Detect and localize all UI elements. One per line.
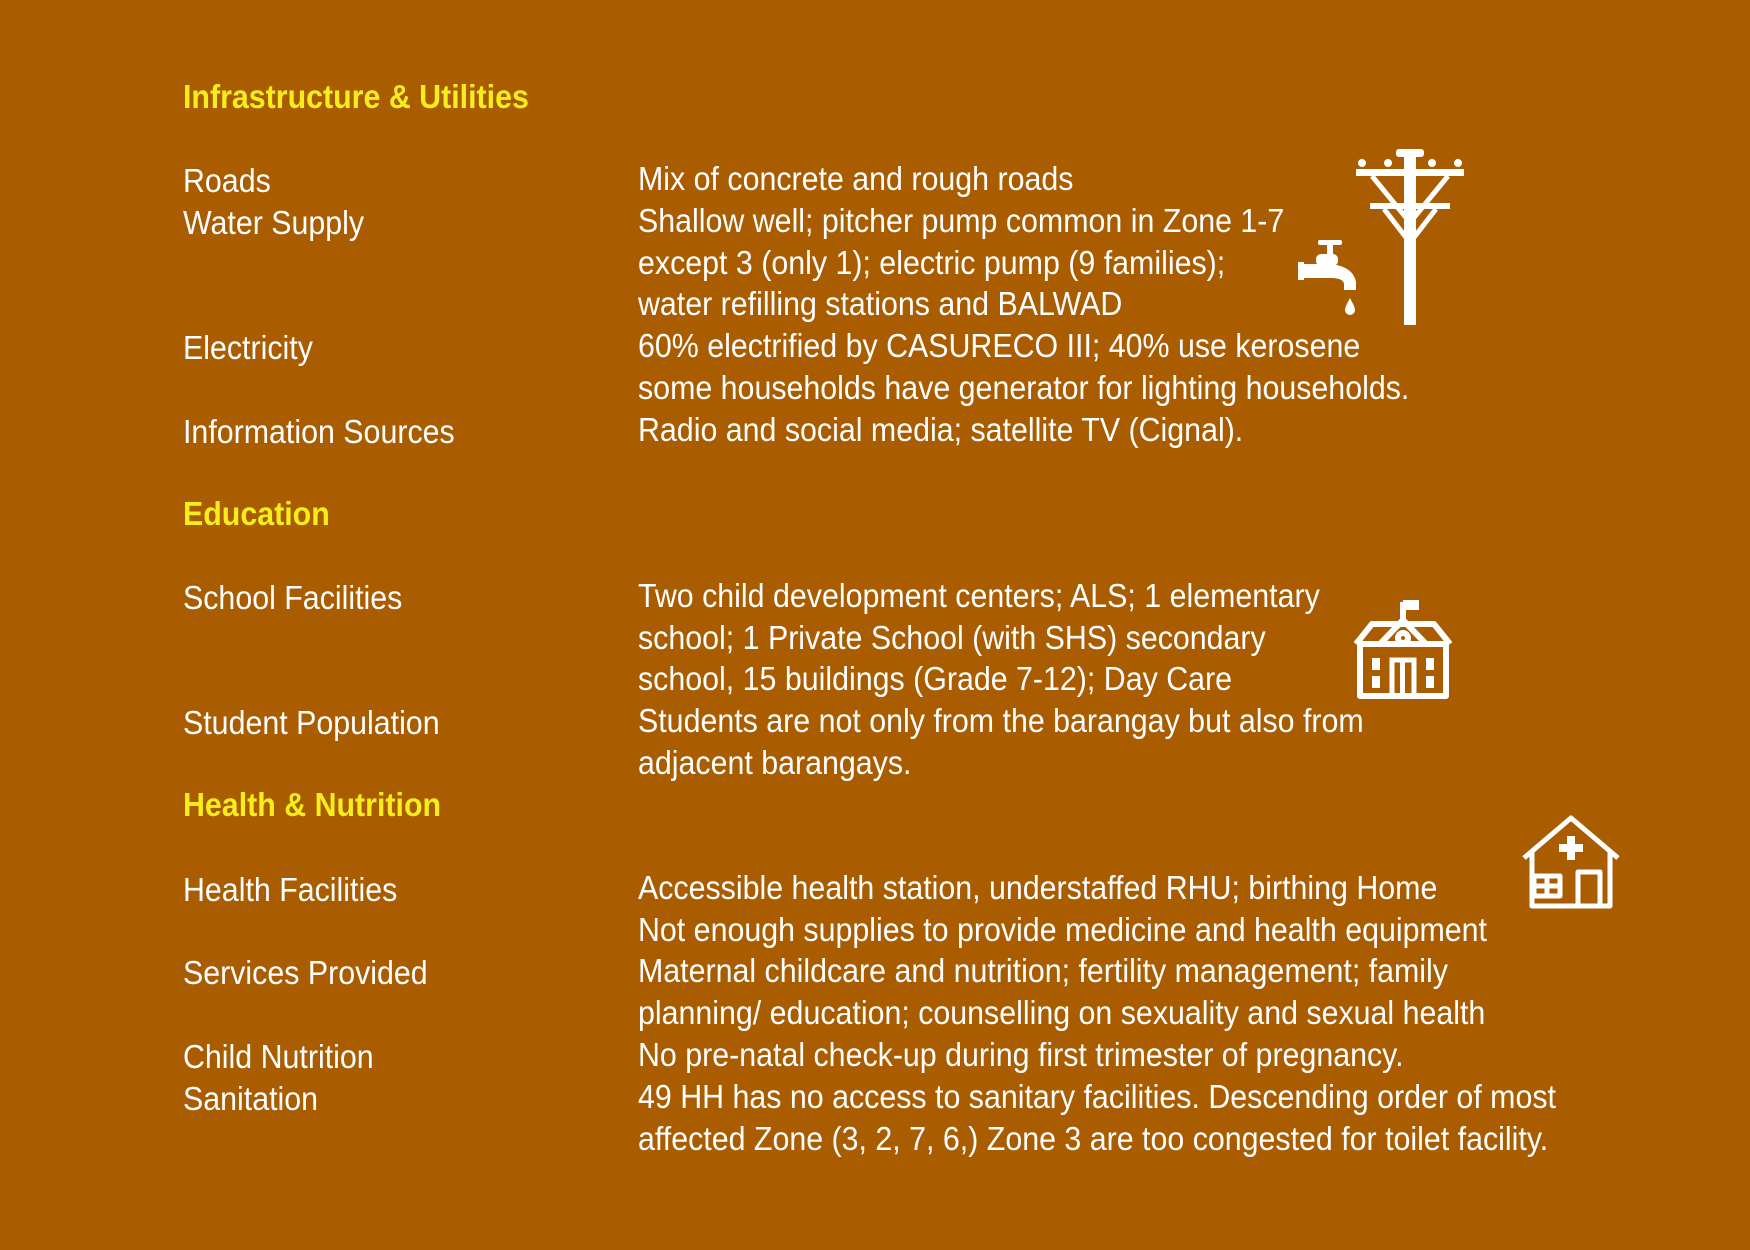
value-line: Maternal childcare and nutrition; fertility management; family: [638, 952, 1448, 989]
label-services-provided: Services Provided: [183, 954, 428, 991]
value-services-provided: [638, 950, 1485, 1033]
value-line: 49 HH has no access to sanitary facilities. Descending order of most: [638, 1078, 1556, 1115]
label-school-facilities: School Facilities: [183, 579, 403, 616]
value-line: affected Zone (3, 2, 7, 6,) Zone 3 are too congested for toilet facility.: [638, 1119, 1549, 1157]
value-roads: [638, 158, 1073, 200]
water-faucet-icon: [1298, 238, 1362, 314]
value-child-nutrition: [638, 1034, 1404, 1076]
value-line: planning/ education; counselling on sexuality and sexual health: [638, 993, 1486, 1031]
label-sanitation: Sanitation: [183, 1080, 319, 1117]
value-electricity: [638, 325, 1409, 408]
value-line: Radio and social media; satellite TV (Cignal).: [638, 411, 1244, 448]
value-line: except 3 (only 1); electric pump (9 families);: [638, 243, 1226, 281]
section-heading-infrastructure: Infrastructure & Utilities: [183, 78, 529, 115]
value-line: Mix of concrete and rough roads: [638, 160, 1074, 197]
value-line: Accessible health station, understaffed RHU; birthing Home: [638, 869, 1438, 906]
value-line: school; 1 Private School (with SHS) secondary: [638, 618, 1266, 656]
value-water-supply: [638, 200, 1284, 325]
label-student-population: Student Population: [183, 704, 440, 741]
label-electricity: Electricity: [183, 329, 313, 366]
utility-pole-icon: [1352, 145, 1468, 325]
value-line: Two child development centers; ALS; 1 elementary: [638, 577, 1320, 614]
school-building-icon: [1352, 596, 1454, 700]
value-line: Shallow well; pitcher pump common in Zone 1-7: [638, 202, 1285, 239]
value-line: No pre-natal check-up during first trimester of pregnancy.: [638, 1036, 1404, 1073]
value-line: water refilling stations and BALWAD: [638, 285, 1123, 323]
value-sanitation: [638, 1076, 1556, 1159]
value-information-sources: [638, 409, 1243, 451]
section-heading-education: Education: [183, 495, 330, 532]
value-student-population: [638, 700, 1364, 783]
value-line: adjacent barangays.: [638, 743, 912, 781]
health-center-icon: [1520, 814, 1622, 910]
value-line: 60% electrified by CASURECO III; 40% use kerosene: [638, 327, 1361, 364]
label-roads: Roads: [183, 162, 271, 199]
value-health-facilities: [638, 867, 1487, 950]
section-heading-health: Health & Nutrition: [183, 786, 442, 823]
label-water-supply: Water Supply: [183, 204, 365, 241]
value-line: some households have generator for lighting households.: [638, 368, 1410, 406]
value-line: Students are not only from the barangay but also from: [638, 702, 1364, 739]
value-line: school, 15 buildings (Grade 7-12); Day Care: [638, 660, 1233, 698]
value-school-facilities: [638, 575, 1320, 700]
label-health-facilities: Health Facilities: [183, 871, 398, 908]
label-child-nutrition: Child Nutrition: [183, 1038, 374, 1075]
value-line: Not enough supplies to provide medicine and health equipment: [638, 910, 1487, 948]
label-information-sources: Information Sources: [183, 413, 455, 450]
